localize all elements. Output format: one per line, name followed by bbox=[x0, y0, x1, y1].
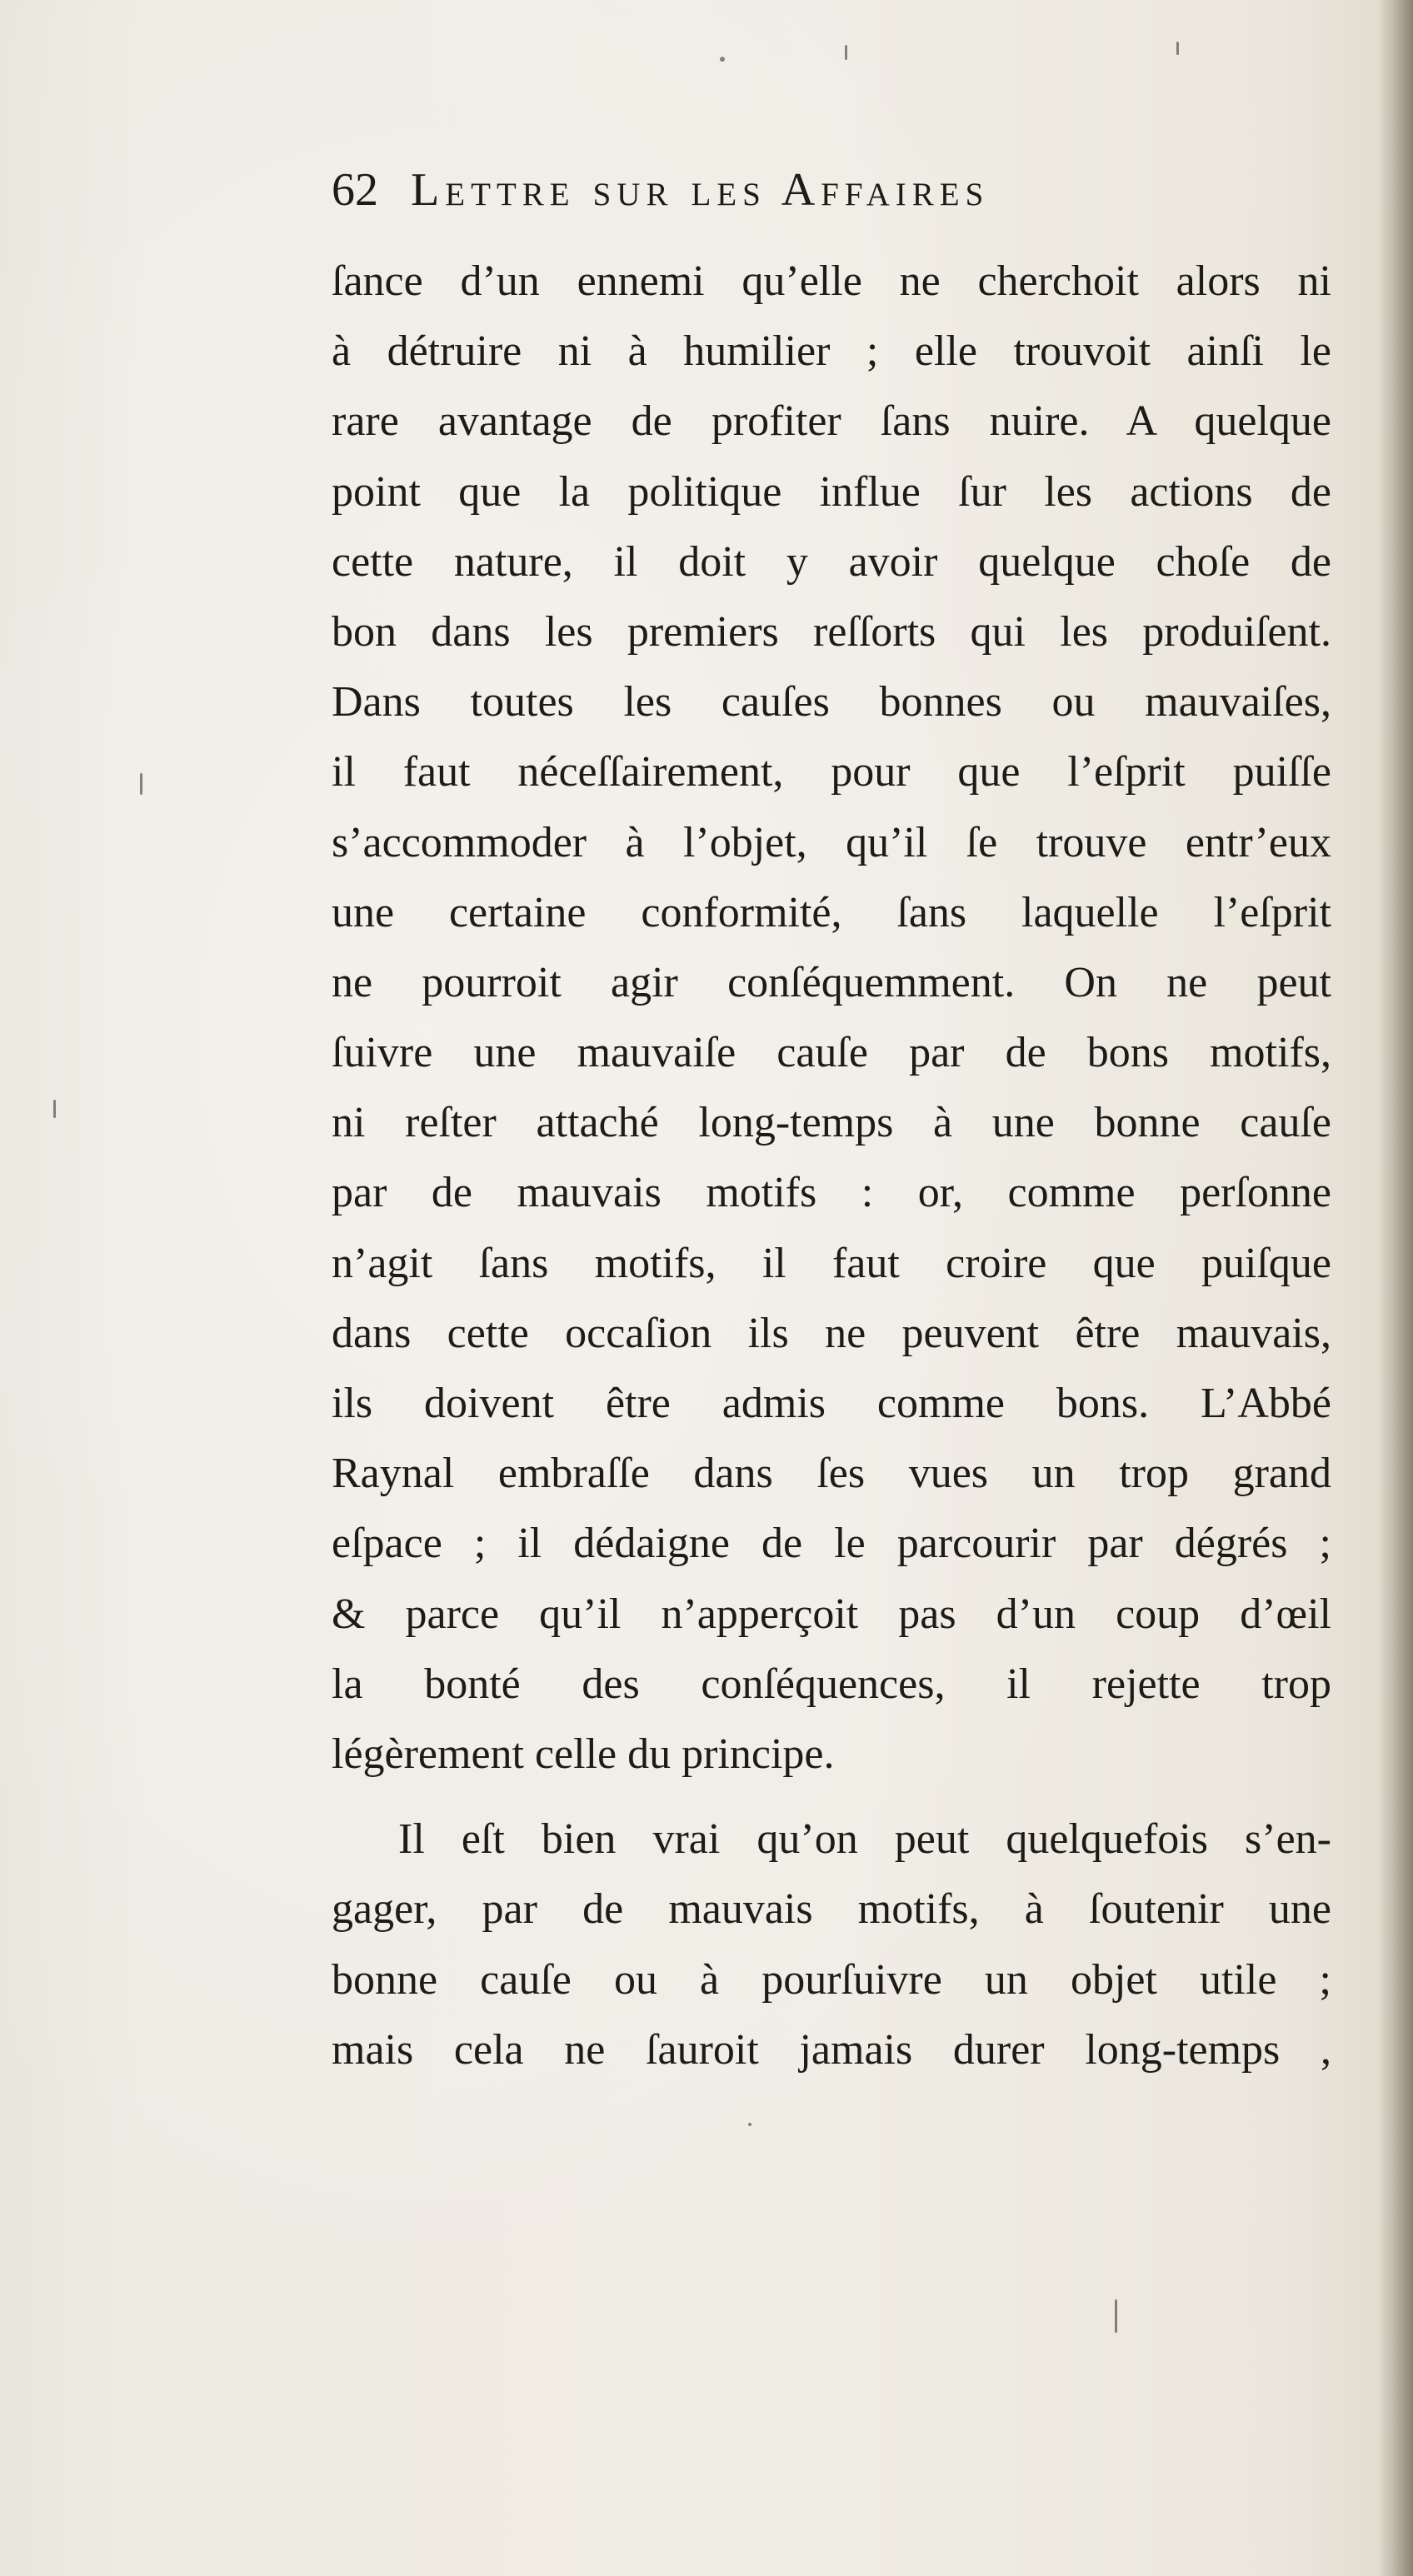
text-line: s’accommoder à l’objet, qu’il ſe trouve entr’eux bbox=[332, 818, 1331, 866]
text-line: n’agit ſans motifs, il faut croire que puiſque bbox=[332, 1239, 1331, 1287]
body-text bbox=[332, 247, 1331, 2085]
text-line: dans cette occaſion ils ne peuvent être mauvais, bbox=[332, 1309, 1331, 1357]
text-line: & parce qu’il n’apperçoit pas d’un coup d’œil bbox=[332, 1590, 1331, 1638]
paragraph-2 bbox=[332, 1805, 1331, 2085]
paper-speck bbox=[748, 2123, 751, 2126]
paper-speck bbox=[1115, 2299, 1117, 2333]
page-binding-edge bbox=[1378, 0, 1413, 2576]
text-line: ſuivre une mauvaiſe cauſe par de bons motifs, bbox=[332, 1029, 1331, 1077]
page-header bbox=[332, 163, 1365, 230]
text-line: ne pourroit agir conſéquemment. On ne peut bbox=[332, 958, 1331, 1006]
text-line: rare avantage de profiter ſans nuire. A quelque bbox=[332, 397, 1331, 446]
paragraph-gap bbox=[332, 1790, 1331, 1805]
text-line: une certaine conformité, ſans laquelle l’eſprit bbox=[332, 888, 1331, 936]
text-line: Dans toutes les cauſes bonnes ou mauvaiſes, bbox=[332, 678, 1331, 726]
text-line: mais cela ne ſauroit jamais durer long-temps , bbox=[332, 2025, 1331, 2074]
paper-speck bbox=[845, 45, 847, 60]
text-line: bonne cauſe ou à pourſuivre un objet utile ; bbox=[332, 1955, 1331, 2004]
paragraph-1 bbox=[332, 247, 1331, 1790]
text-line: il faut néceſſairement, pour que l’eſprit puiſſe bbox=[332, 748, 1331, 796]
running-title: Lettre sur les Affaires bbox=[411, 164, 990, 216]
text-line: bon dans les premiers reſſorts qui les produiſent. bbox=[332, 607, 1331, 656]
paper-speck bbox=[53, 1100, 56, 1118]
text-line: la bonté des conſéquences, il rejette trop bbox=[332, 1660, 1331, 1708]
text-line: légèrement celle du principe. bbox=[332, 1730, 835, 1778]
text-line: ſance d’un ennemi qu’elle ne cherchoit alors ni bbox=[332, 257, 1331, 305]
text-line: cette nature, il doit y avoir quelque choſe de bbox=[332, 537, 1331, 586]
text-line: eſpace ; il dédaigne de le parcourir par dégrés ; bbox=[332, 1520, 1331, 1568]
text-line: point que la politique influe ſur les actions de bbox=[332, 467, 1331, 516]
text-line: par de mauvais motifs : or, comme perſonne bbox=[332, 1169, 1331, 1217]
paper-speck bbox=[720, 57, 725, 62]
text-line: gager, par de mauvais motifs, à ſoutenir une bbox=[332, 1885, 1331, 1934]
text-line: ils doivent être admis comme bons. L’Abbé bbox=[332, 1380, 1331, 1427]
text-line: ni reſter attaché long-temps à une bonne cauſe bbox=[332, 1099, 1331, 1147]
page-number: 62 bbox=[332, 164, 378, 216]
text-line: à détruire ni à humilier ; elle trouvoit ainſi le bbox=[332, 327, 1331, 376]
paper-speck bbox=[140, 773, 142, 795]
text-line: Raynal embraſſe dans ſes vues un trop grand bbox=[332, 1450, 1331, 1498]
text-line: Il eſt bien vrai qu’on peut quelquefois s’en- bbox=[398, 1815, 1331, 1864]
paper-speck bbox=[1176, 42, 1179, 55]
